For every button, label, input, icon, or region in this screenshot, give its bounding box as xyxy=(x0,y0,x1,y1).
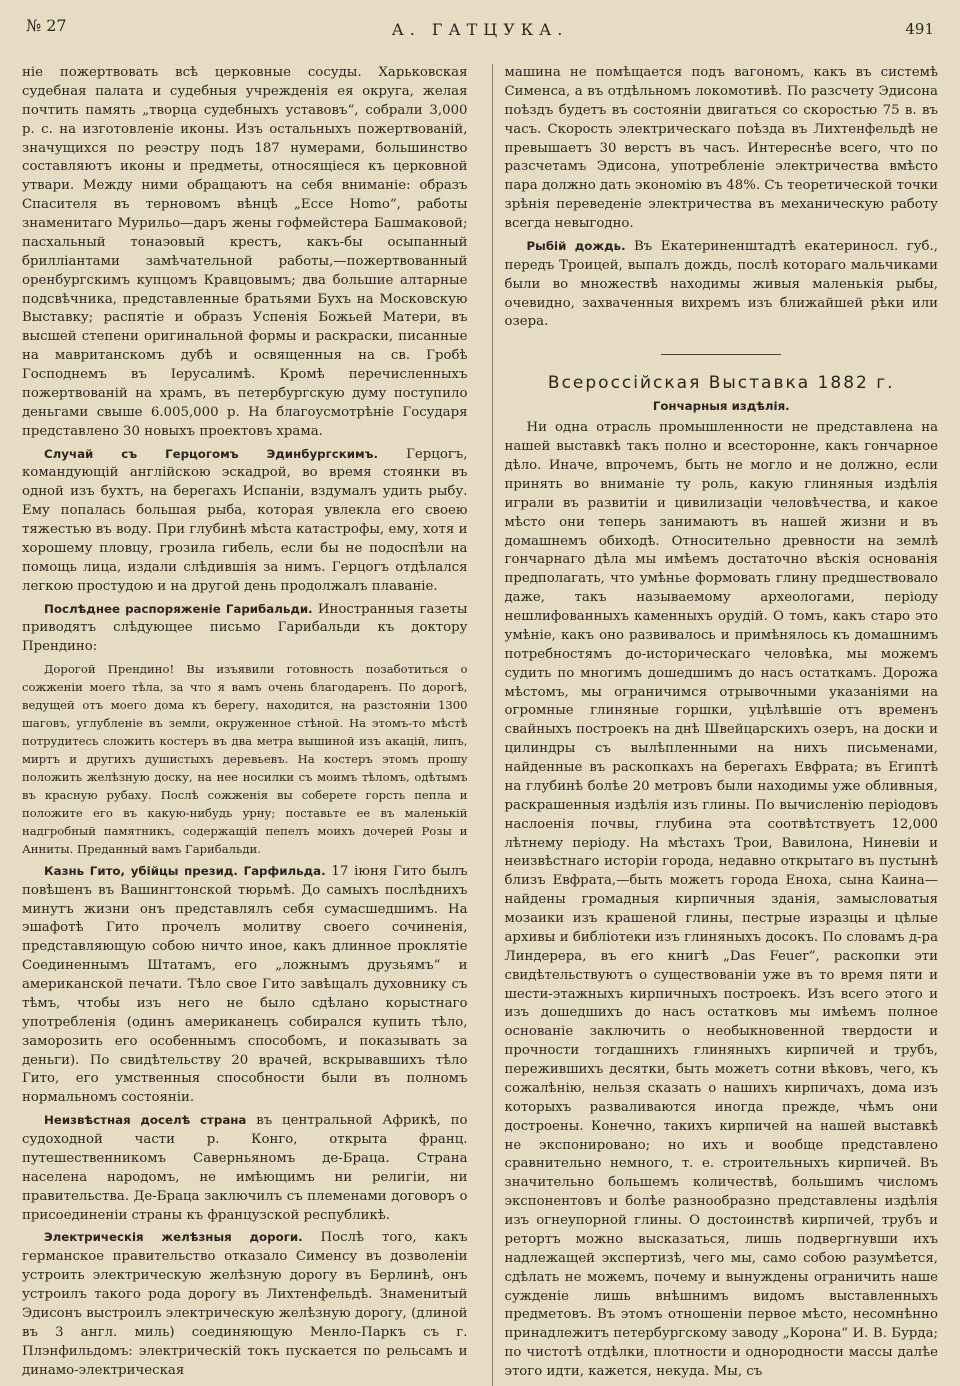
paragraph-donations: ніе пожертвовать всѣ церковные сосуды. Харьковская судебная палата и судебныя учрежденія ея округа, желая почтить память „творца судебныхъ уставовъ“, собрали 3,000 р. с. на изготовленіе иконы. Изъ остальныхъ пожертвованій, значущихся по реэстру подъ 187 нумерами, большинство составляютъ иконы и предметы, относящіеся къ церковной утвари. Между ними обращаютъ на себя вниманіе: образъ Спасителя въ терновомъ вѣнцѣ „Ессе Homo“, работы знаменитаго Мурильо—даръ жены гофмейстера Башмаковой; пасхальный тонаэовый крестъ, какъ-бы осыпанный бриллiантами замѣчательной работы,—пожертвованный оренбургскимъ купцомъ Кравцовымъ; два большие алтарные подсвѣчника, представленные братьями Бухъ на Московскую Выставку; распятіе и образъ Успенія Божьей Матери, въ высшей степени оригинальной формы и раскраски, писанные на мавританскомъ дубѣ и освященныя на св. Гробѣ Господнемъ въ Іерусалимѣ. Кромѣ перечисленныхъ пожертвованій на храмъ, въ петербургскую думу поступило деньгами свыше 6.005,000 р. На благоусмотрѣніе Государя представлено 30 новыхъ проектовъ храма. xyxy=(22,65,468,439)
item-heading: Электрическія желѣзныя дороги. xyxy=(44,1230,303,1245)
section-subhead: Гончарныя издѣлія. xyxy=(652,399,790,414)
section-divider xyxy=(661,354,781,355)
section-title: Всероссійская Выставка 1882 г. xyxy=(547,373,895,394)
item-heading: Казнь Гито, убійцы презид. Гарфильда. xyxy=(44,863,326,878)
item-heading: Случай съ Герцогомъ Эдинбургскимъ. xyxy=(44,446,379,461)
item-unknown-country xyxy=(22,1112,468,1225)
item-garibaldi xyxy=(22,601,468,658)
left-column xyxy=(22,64,468,1386)
paragraph-electric-continued: машина не помѣщается подъ вагономъ, какъ въ системѣ Сименса, а въ отдѣльномъ локомотивѣ. По разсчету Эдисона поѣздъ будетъ въ состояніи двигаться со скоростью 75 в. въ часъ. Скорость электрическаго поѣзда въ Лихтенфельдѣ не превышаетъ 30 верстъ въ часъ. Интереснѣе всего, что по разсчетамъ Эдисона, употребленіе электричества вмѣсто пара должно дать экономію въ 48%. Съ теоретической точки зрѣнія переведеніе электричества въ механическую работу всегда невыгодно. xyxy=(504,65,938,231)
item-guiteau xyxy=(22,863,468,1108)
item-text: Герцогъ, командующій англійскою эскадрой, во время стоянки въ одной изъ бухтъ, на берегахъ Испаніи, вздумалъ удить рыбу. Ему попалась большая рыба, которая увлекла его своею тяжестью въ воду. При глубинѣ мѣста катастрофы, ему, хотя и хорошему пловцу, грозила гибель, если бы не подоспѣли на помощь лица, издали слѣдившія за нимъ. Герцогъ отдѣлался легкою простудою и на другой день продолжалъ плаваніе. xyxy=(22,446,468,594)
item-text: Въ Екатериненштадтѣ екатериносл. губ., передъ Троицей, выпалъ дождь, послѣ котораго мальчиками были во множествѣ находимы живыя маленькія рыбы, очевидно, захваченныя вихремъ изъ ближайшей рѣки или озера. xyxy=(504,238,938,330)
paragraph-pottery: Ни одна отрасль промышленности не представлена на нашей выставкѣ такъ полно и всесторонне, какъ гончарное дѣло. Иначе, впрочемъ, быть не могло и не должно, если принять во вниманіе ту роль, какую глиняныя издѣлія играли въ развитіи и цивилизаціи человѣчества, и какое мѣсто они теперь занимаютъ въ нашей жизни и въ домашнемъ обиходѣ. Относительно древности на землѣ гончарнаго дѣла мы имѣемъ достаточно вѣскія основанія предполагать, что умѣнье формовать глину предшествовало даже, такъ называемому археологами, періоду нешлифованныхъ каменныхъ орудій. О томъ, какъ старо это умѣніе, какъ оно развивалось и примѣнялось къ домашнимъ потребностямъ до-историческаго человѣка, мы можемъ судить по многимъ дошедшимъ до насъ остаткамъ. Дорожа мѣстомъ, мы ограничимся отрывочными указаніями на огромные глиняные горшки, уцѣлѣвшіе отъ временъ свайныхъ построекъ на днѣ Швейцарскихъ озеръ, на доски и цилиндры съ вылѣпленными на нихъ письменами, найденные въ раскопкахъ на берегахъ Евфрата; въ Египтѣ на глубинѣ болѣе 20 метровъ были находимы уже обливныя, раскрашенныя издѣлія изъ глины. По вычисленію періодовъ наслоенія почвы, глубина эта соотвѣтствуетъ 12,000 лѣтнему періоду. На мѣстахъ Трои, Вавилона, Ниневіи и неизвѣстнаго исторіи города, недавно открытаго въ пустынѣ близъ Евфрата,—быть можетъ города Еноха, сына Каина—найдены громадныя кирпичныя зданія, замысловатыя мозаики изъ крашеной глины, пестрые изразцы и цѣлые архивы и библіотеки изъ глиняныхъ досокъ. По словамъ д-ра Линдерера, въ его книгѣ „Das Feuer“, раскопки эти свидѣтельствуютъ о существованіи уже въ то время пяти и шести-этажныхъ кирпичныхъ построекъ. Изъ всего этого и изъ дошедшихъ до насъ остатковъ мы имѣемъ полное основаніе заключить о необыкновенной твердости и прочности тогдашнихъ глиняныхъ кирпичей и трубъ, пережившихъ десятки, быть можетъ сотни вѣковъ, чего, къ сожалѣнію, нельзя сказать о нашихъ кирпичахъ, дома изъ которыхъ разваливаются иногда прежде, чѣмъ они достроены. Конечно, такихъ кирпичей на нашей выставкѣ не экспонировано; но ихъ и вообще представлено сравнительно немного, т. е. строительныхъ кирпичей. Въ значительно большемъ количествѣ, большимъ числомъ экспонентовъ и болѣе разнообразно представлены издѣлія изъ огнеупорной глины. О достоинствѣ кирпичей, трубъ и ретортъ можно высказаться, лишь подвергнувши ихъ надлежащей экспертизѣ, чего мы, само собою разумѣется, сдѣлать не можемъ, почему и вынуждены ограничить наше сужденіе лишь внѣшнимъ видомъ выставленныхъ предметовъ. Въ этомъ отношеніи первое мѣсто, несомнѣнно принадлежитъ петербургскому заводу „Корона“ И. В. Бурда; по чистотѣ отдѣлки, плотности и однородности массы далѣе этого идти, кажется, некуда. Мы, съ xyxy=(504,420,938,1379)
item-heading: Неизвѣстная доселѣ страна xyxy=(44,1113,247,1128)
item-text: 17 іюня Гито былъ повѣшенъ въ Вашингтонской тюрьмѣ. До самыхъ послѣднихъ минутъ жизни онъ представлялъ себя сумасшедшимъ. На эшафотѣ Гито прочелъ молитву своего сочиненія, представляющую собою ничто иное, какъ длинное проклятіе Соединеннымъ Штатамъ, его „ложнымъ друзьямъ“ и американской печати. Тѣло свое Гито завѣщалъ духовнику съ тѣмъ, чтобы изъ него не было сдѣлано корыстнаго употребленія (одинъ американецъ собирался купить тѣло, заморозить его особеннымъ способомъ, и показывать за деньги). По свидѣтельству 20 врачей, вскрывавшихъ тѣло Гито, его умственныя способности были въ полномъ нормальномъ состояніи. xyxy=(22,863,468,1106)
item-electric-railways xyxy=(22,1229,468,1380)
running-title: А. ГАТЦУКА. xyxy=(391,20,569,39)
item-fish-rain xyxy=(505,238,939,332)
item-heading: Послѣднее распоряженіе Гарибальди. xyxy=(44,601,313,616)
issue-number: № 27 xyxy=(26,16,67,35)
text-columns xyxy=(22,64,938,1386)
right-column xyxy=(492,64,939,1386)
item-text: Послѣ того, какъ германское правительство отказало Сименсу въ дозволеніи устроить электрическую желѣзную дорогу въ Берлинѣ, онъ устроилъ такого рода дорогу въ Лихтенфельдѣ. Знаменитый Эдисонъ выстроилъ электрическую желѣзную дорогу, (длиной въ 3 англ. миль) соединяющую Менло-Паркъ съ г. Плэнфильдомъ: электрическій токъ пускается по рельсамъ и динамо-электрическая xyxy=(22,1230,468,1378)
item-text: Иностранныя газеты приводятъ слѣдующее письмо Гарибальди къ доктору Прендино: xyxy=(22,601,468,655)
page-number: 491 xyxy=(905,20,934,38)
garibaldi-letter: Дорогой Прендино! Вы изъявили готовность позаботиться о сожженіи моего тѣла, за что я вамъ очень благодаренъ. По дорогѣ, ведущей отъ моего дома къ берегу, находится, на разстояніи 1300 шаговъ, углубленіе въ земли, окруженное стѣной. На этомъ-то мѣстѣ потрудитесь сложить костеръ въ два метра вышиной изъ акацій, липъ, миртъ и другихъ душистыхъ деревьевъ. На костеръ этомъ прошу положить желѣзную доску, на нее носилки съ моимъ тѣломъ, одѣтымъ въ красную рубаху. Послѣ сожженія вы соберете горсть пепла и положите его въ какую-нибудь урну; поставьте ее въ маленькій надгробный памятникъ, содержащій пепелъ моихъ дочерей Розы и Анниты. Преданный вамъ Гарибальди. xyxy=(22,662,468,856)
item-text: въ центральной Африкѣ, по судоходной части р. Конго, открыта франц. путешественникомъ Саверньяномъ де-Браца. Страна населена народомъ, не имѣющимъ ни религіи, ни правительства. Де-Браца заключилъ съ племенами договоръ о присоединеніи страны къ французской республикѣ. xyxy=(22,1113,468,1223)
page-header xyxy=(22,14,938,54)
item-duke-edinburgh xyxy=(22,446,468,597)
item-heading: Рыбій дождь. xyxy=(526,238,626,253)
